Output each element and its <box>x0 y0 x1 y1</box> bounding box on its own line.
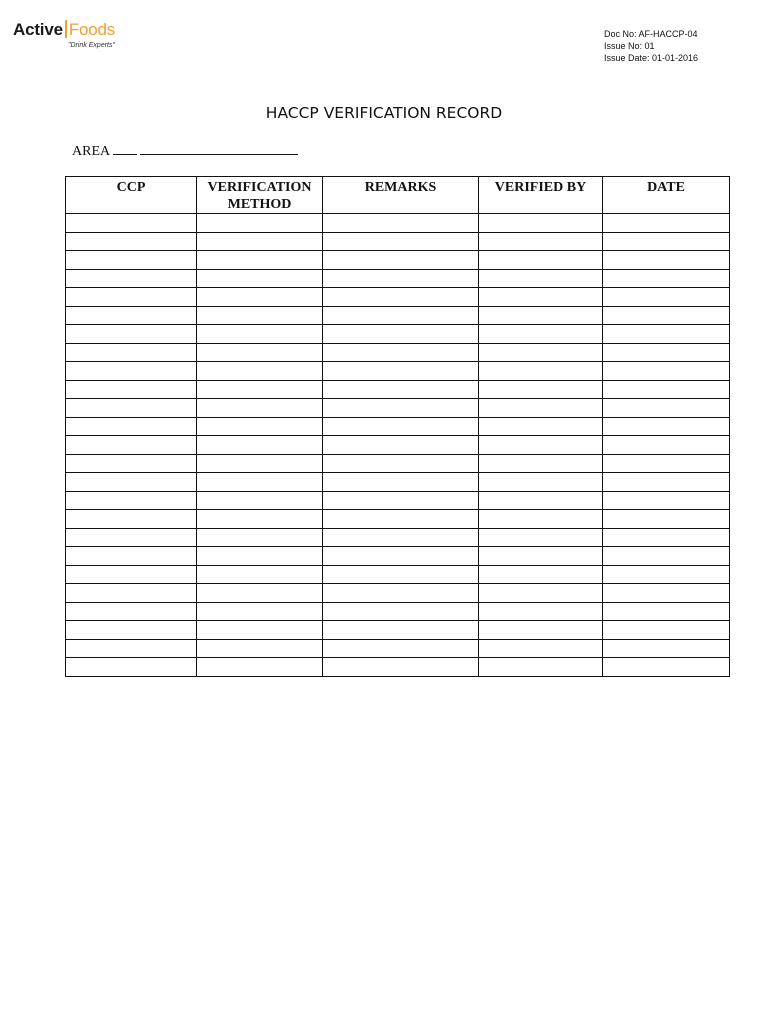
cell-remarks[interactable] <box>323 417 479 436</box>
cell-date[interactable] <box>603 380 730 399</box>
cell-ccp[interactable] <box>66 251 197 270</box>
cell-ccp[interactable] <box>66 528 197 547</box>
cell-ccp[interactable] <box>66 602 197 621</box>
cell-verification-method[interactable] <box>197 639 323 658</box>
cell-verification-method[interactable] <box>197 565 323 584</box>
cell-verified-by[interactable] <box>479 658 603 677</box>
cell-verified-by[interactable] <box>479 269 603 288</box>
cell-verification-method[interactable] <box>197 510 323 529</box>
cell-date[interactable] <box>603 602 730 621</box>
area-blank-long[interactable] <box>140 142 298 155</box>
cell-remarks[interactable] <box>323 528 479 547</box>
cell-verification-method[interactable] <box>197 584 323 603</box>
cell-verified-by[interactable] <box>479 251 603 270</box>
cell-verified-by[interactable] <box>479 417 603 436</box>
cell-remarks[interactable] <box>323 214 479 233</box>
cell-verification-method[interactable] <box>197 473 323 492</box>
cell-ccp[interactable] <box>66 269 197 288</box>
table-row <box>66 269 730 288</box>
cell-verification-method[interactable] <box>197 491 323 510</box>
page-title: HACCP VERIFICATION RECORD <box>265 104 503 122</box>
cell-verified-by[interactable] <box>479 454 603 473</box>
cell-ccp[interactable] <box>66 306 197 325</box>
table-row <box>66 417 730 436</box>
cell-verified-by[interactable] <box>479 565 603 584</box>
cell-remarks[interactable] <box>323 584 479 603</box>
table-row <box>66 214 730 233</box>
cell-remarks[interactable] <box>323 602 479 621</box>
table-row <box>66 491 730 510</box>
table-body <box>66 214 730 677</box>
cell-remarks[interactable] <box>323 436 479 455</box>
issue-date: Issue Date: 01-01-2016 <box>604 53 699 63</box>
logo-tagline: "Drink Experts" <box>68 42 115 49</box>
cell-date[interactable] <box>603 436 730 455</box>
cell-ccp[interactable] <box>66 362 197 381</box>
cell-ccp[interactable] <box>66 454 197 473</box>
cell-ccp[interactable] <box>66 325 197 344</box>
document-info <box>604 28 698 64</box>
column-header-date: DATE <box>603 177 730 214</box>
table-row <box>66 325 730 344</box>
cell-verified-by[interactable] <box>479 510 603 529</box>
cell-ccp[interactable] <box>66 417 197 436</box>
cell-verification-method[interactable] <box>197 362 323 381</box>
verification-table <box>65 176 730 677</box>
cell-verified-by[interactable] <box>479 325 603 344</box>
cell-verification-method[interactable] <box>197 547 323 566</box>
table-row <box>66 343 730 362</box>
cell-remarks[interactable] <box>323 491 479 510</box>
cell-ccp[interactable] <box>66 621 197 640</box>
cell-verification-method[interactable] <box>197 269 323 288</box>
issue-number: Issue No: 01 <box>604 41 655 51</box>
cell-remarks[interactable] <box>323 473 479 492</box>
cell-remarks[interactable] <box>323 639 479 658</box>
column-header-remarks: REMARKS <box>323 177 479 214</box>
cell-ccp[interactable] <box>66 232 197 251</box>
logo-brand-primary: Active <box>13 20 63 39</box>
logo-brand-secondary: Foods <box>68 20 116 39</box>
cell-verification-method[interactable] <box>197 528 323 547</box>
cell-remarks[interactable] <box>323 306 479 325</box>
table-row <box>66 658 730 677</box>
table-row <box>66 306 730 325</box>
table-row <box>66 639 730 658</box>
cell-verification-method[interactable] <box>197 325 323 344</box>
cell-verification-method[interactable] <box>197 251 323 270</box>
cell-date[interactable] <box>603 454 730 473</box>
cell-date[interactable] <box>603 639 730 658</box>
area-blank-short[interactable] <box>113 142 137 155</box>
column-header-verification-method: VERIFICATION METHOD <box>197 177 323 214</box>
area-label: AREA <box>72 144 110 159</box>
column-header-verified-by: VERIFIED BY <box>479 177 603 214</box>
cell-remarks[interactable] <box>323 288 479 307</box>
cell-ccp[interactable] <box>66 565 197 584</box>
cell-remarks[interactable] <box>323 343 479 362</box>
cell-verified-by[interactable] <box>479 362 603 381</box>
table-row <box>66 251 730 270</box>
cell-date[interactable] <box>603 306 730 325</box>
cell-date[interactable] <box>603 528 730 547</box>
table-row <box>66 547 730 566</box>
cell-ccp[interactable] <box>66 510 197 529</box>
cell-ccp[interactable] <box>66 436 197 455</box>
cell-verified-by[interactable] <box>479 214 603 233</box>
cell-remarks[interactable] <box>323 510 479 529</box>
cell-ccp[interactable] <box>66 288 197 307</box>
cell-remarks[interactable] <box>323 232 479 251</box>
cell-verification-method[interactable] <box>197 454 323 473</box>
table-row <box>66 510 730 529</box>
cell-date[interactable] <box>603 288 730 307</box>
cell-ccp[interactable] <box>66 399 197 418</box>
cell-date[interactable] <box>603 343 730 362</box>
cell-verified-by[interactable] <box>479 436 603 455</box>
cell-date[interactable] <box>603 325 730 344</box>
cell-remarks[interactable] <box>323 621 479 640</box>
table-row <box>66 565 730 584</box>
cell-date[interactable] <box>603 658 730 677</box>
table-row <box>66 528 730 547</box>
cell-verification-method[interactable] <box>197 288 323 307</box>
cell-verified-by[interactable] <box>479 306 603 325</box>
cell-verified-by[interactable] <box>479 639 603 658</box>
doc-number: Doc No: AF-HACCP-04 <box>604 29 698 39</box>
cell-date[interactable] <box>603 399 730 418</box>
table-row <box>66 473 730 492</box>
cell-ccp[interactable] <box>66 491 197 510</box>
cell-remarks[interactable] <box>323 362 479 381</box>
cell-ccp[interactable] <box>66 343 197 362</box>
cell-date[interactable] <box>603 251 730 270</box>
cell-verification-method[interactable] <box>197 417 323 436</box>
cell-remarks[interactable] <box>323 454 479 473</box>
company-logo <box>13 20 143 60</box>
table-row <box>66 288 730 307</box>
cell-verification-method[interactable] <box>197 343 323 362</box>
table-row <box>66 602 730 621</box>
cell-remarks[interactable] <box>323 251 479 270</box>
cell-ccp[interactable] <box>66 547 197 566</box>
cell-ccp[interactable] <box>66 658 197 677</box>
cell-date[interactable] <box>603 584 730 603</box>
table-row <box>66 436 730 455</box>
column-header-ccp: CCP <box>66 177 197 214</box>
cell-verified-by[interactable] <box>479 343 603 362</box>
cell-ccp[interactable] <box>66 214 197 233</box>
cell-date[interactable] <box>603 232 730 251</box>
cell-verification-method[interactable] <box>197 214 323 233</box>
cell-ccp[interactable] <box>66 639 197 658</box>
table-header-row <box>66 177 730 214</box>
cell-date[interactable] <box>603 510 730 529</box>
table-row <box>66 232 730 251</box>
table-row <box>66 399 730 418</box>
area-field <box>72 142 298 160</box>
cell-verified-by[interactable] <box>479 473 603 492</box>
cell-verification-method[interactable] <box>197 306 323 325</box>
cell-date[interactable] <box>603 362 730 381</box>
table-row <box>66 454 730 473</box>
cell-remarks[interactable] <box>323 547 479 566</box>
cell-verification-method[interactable] <box>197 602 323 621</box>
cell-verified-by[interactable] <box>479 288 603 307</box>
table-row <box>66 621 730 640</box>
cell-date[interactable] <box>603 565 730 584</box>
table-row <box>66 362 730 381</box>
cell-date[interactable] <box>603 269 730 288</box>
logo-divider <box>65 20 67 38</box>
cell-ccp[interactable] <box>66 584 197 603</box>
cell-verified-by[interactable] <box>479 491 603 510</box>
cell-remarks[interactable] <box>323 380 479 399</box>
cell-date[interactable] <box>603 417 730 436</box>
cell-remarks[interactable] <box>323 269 479 288</box>
table-row <box>66 584 730 603</box>
cell-verified-by[interactable] <box>479 547 603 566</box>
cell-ccp[interactable] <box>66 473 197 492</box>
cell-date[interactable] <box>603 491 730 510</box>
cell-verification-method[interactable] <box>197 658 323 677</box>
cell-ccp[interactable] <box>66 380 197 399</box>
cell-verification-method[interactable] <box>197 436 323 455</box>
cell-verification-method[interactable] <box>197 399 323 418</box>
cell-verified-by[interactable] <box>479 621 603 640</box>
cell-remarks[interactable] <box>323 399 479 418</box>
cell-remarks[interactable] <box>323 658 479 677</box>
cell-date[interactable] <box>603 473 730 492</box>
cell-verified-by[interactable] <box>479 528 603 547</box>
cell-remarks[interactable] <box>323 325 479 344</box>
cell-verification-method[interactable] <box>197 621 323 640</box>
cell-verified-by[interactable] <box>479 602 603 621</box>
cell-verified-by[interactable] <box>479 399 603 418</box>
cell-verified-by[interactable] <box>479 584 603 603</box>
cell-date[interactable] <box>603 214 730 233</box>
cell-remarks[interactable] <box>323 565 479 584</box>
cell-verified-by[interactable] <box>479 380 603 399</box>
cell-date[interactable] <box>603 621 730 640</box>
cell-verification-method[interactable] <box>197 232 323 251</box>
cell-date[interactable] <box>603 547 730 566</box>
cell-verified-by[interactable] <box>479 232 603 251</box>
table-row <box>66 380 730 399</box>
cell-verification-method[interactable] <box>197 380 323 399</box>
